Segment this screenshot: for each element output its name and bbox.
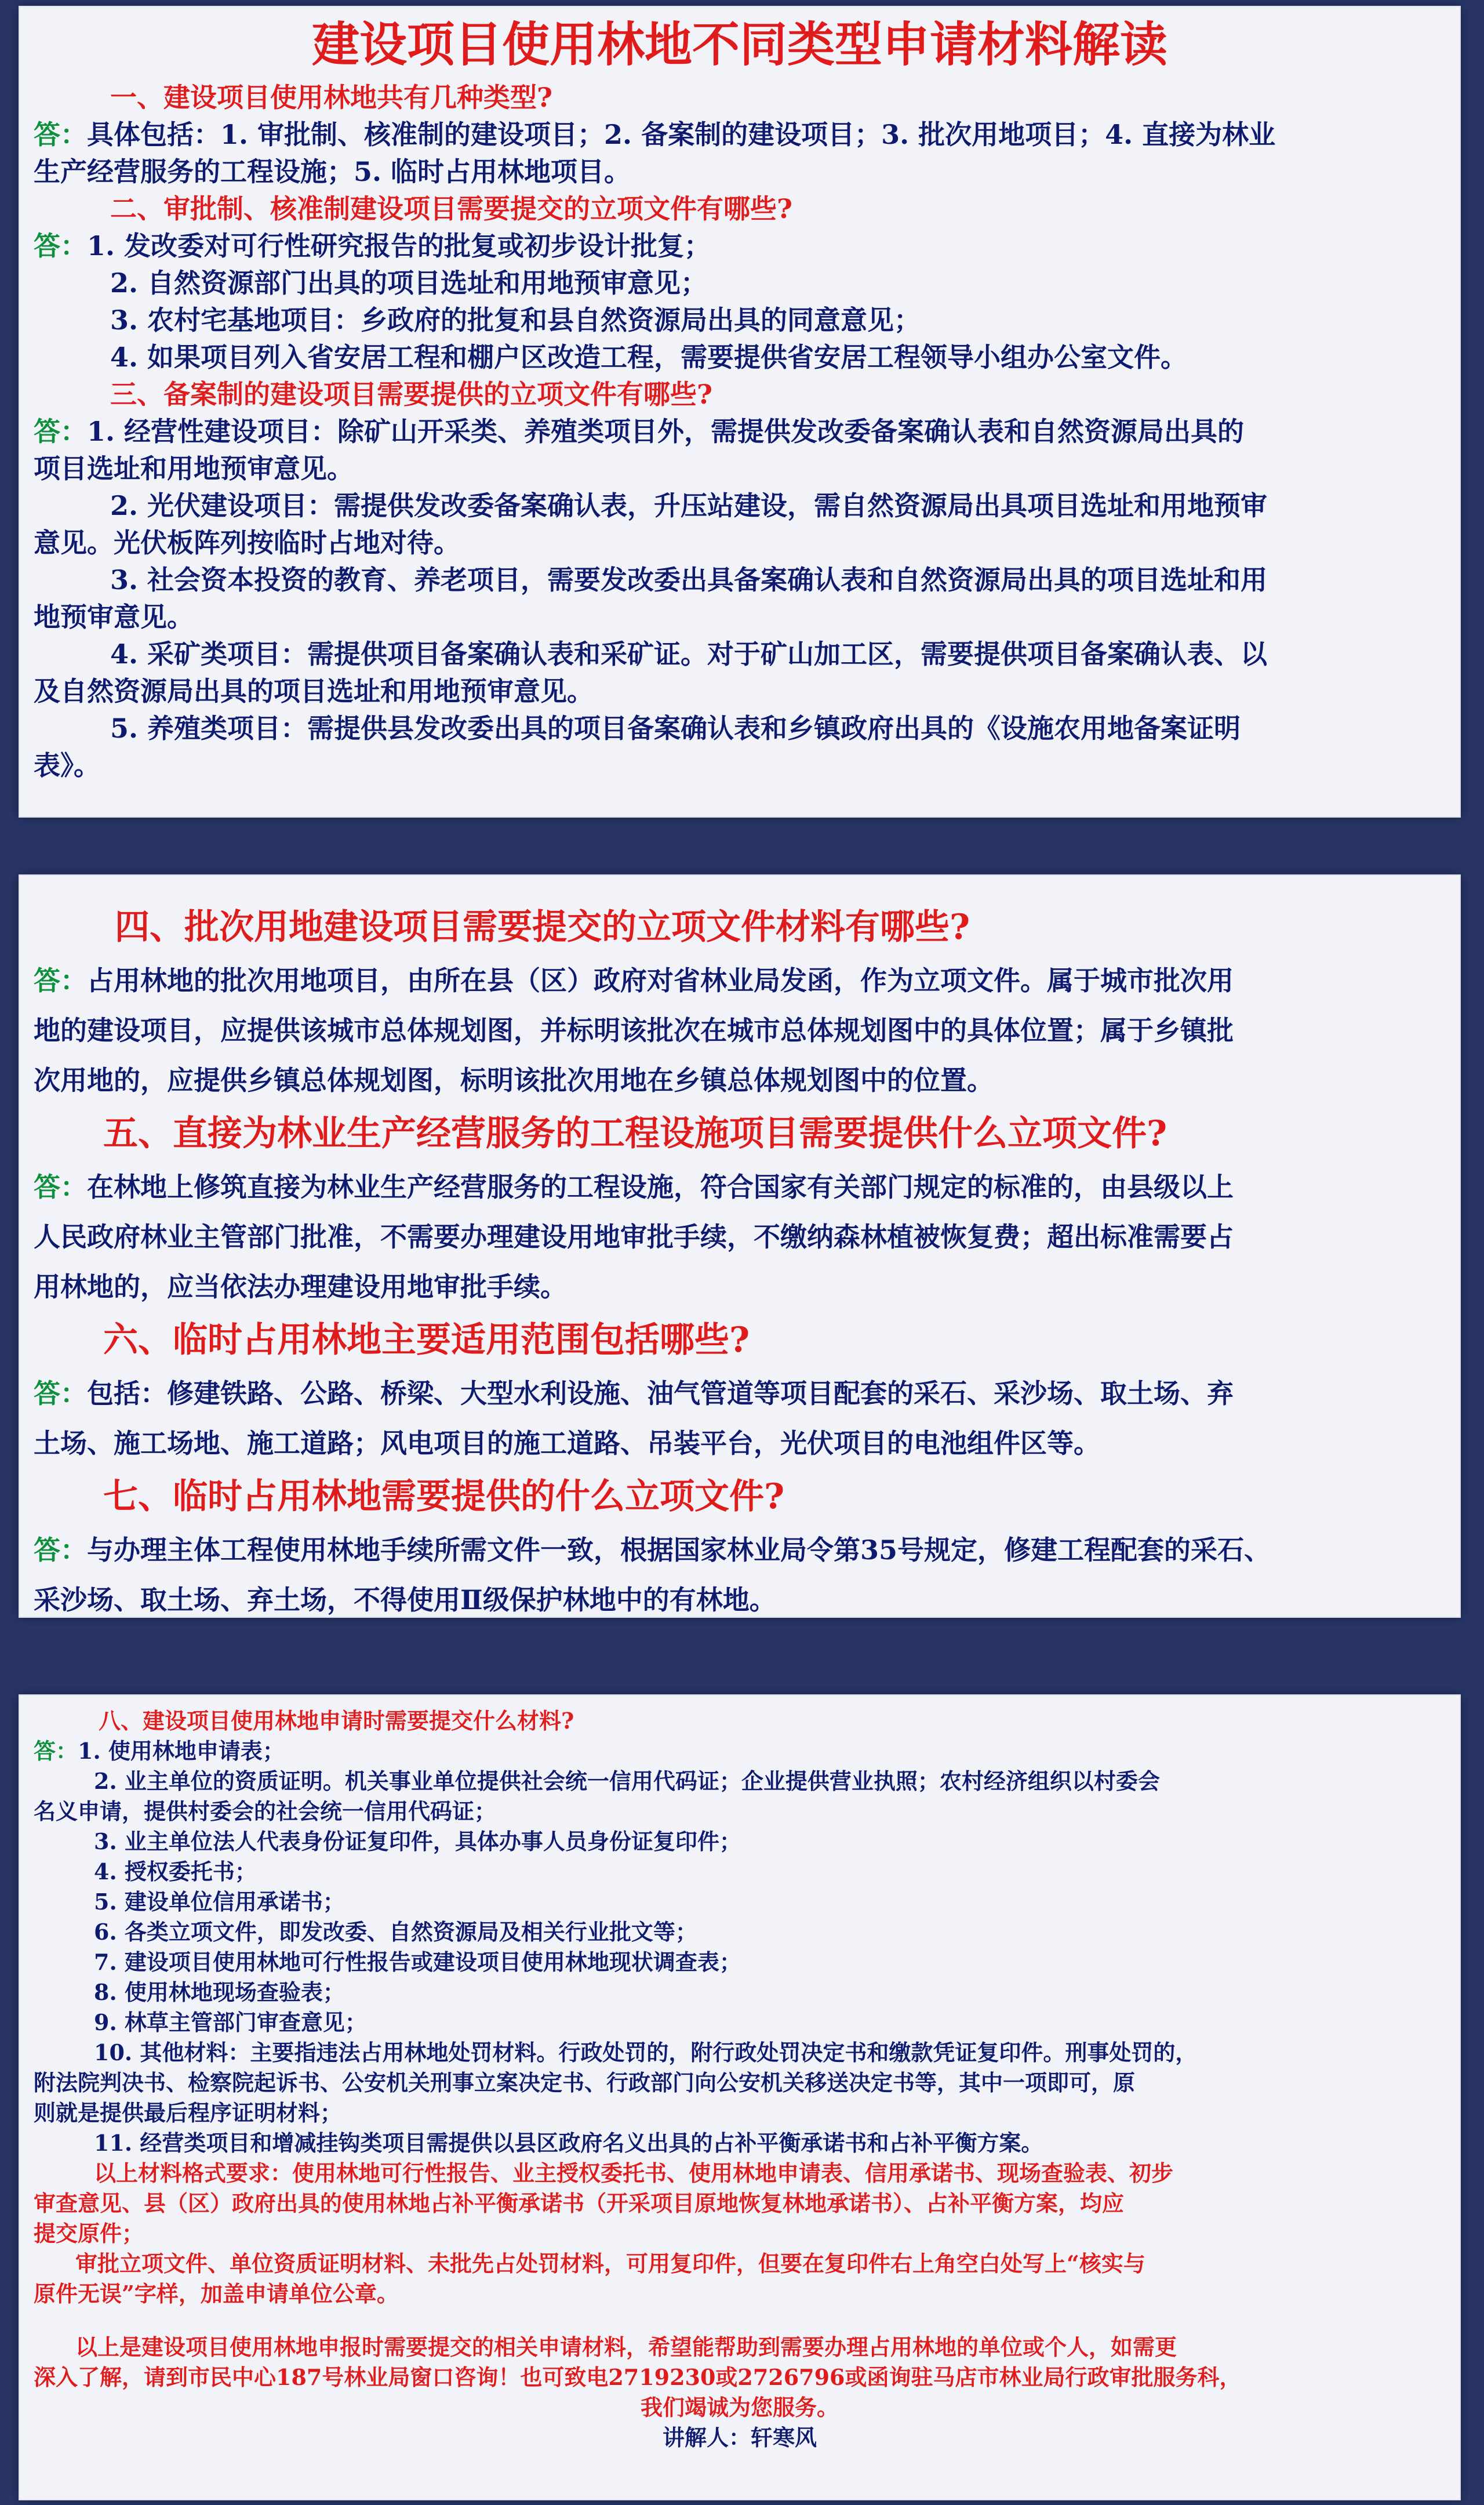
answer-8-item-7: 7. 建设项目使用林地可行性报告或建设项目使用林地现状调查表；	[94, 1949, 741, 1975]
format-requirement-line-3: 提交原件；	[34, 2220, 144, 2246]
answer-6-line-1	[34, 1368, 1446, 1418]
answer-3-item-2-line-1: 2. 光伏建设项目：需提供发改委备案确认表，升压站建设，需自然资源局出具项目选址和用地预审	[110, 490, 1268, 521]
answer-4-line-3: 次用地的，应提供乡镇总体规划图，标明该批次用地在乡镇总体规划图中的位置。	[34, 1065, 994, 1096]
answer-label: 答：	[34, 416, 87, 447]
answer-8-item-5: 5. 建设单位信用承诺书；	[94, 1889, 345, 1915]
copy-requirement-line-2: 原件无误”字样，加盖申请单位公章。	[34, 2281, 399, 2307]
answer-label: 答：	[34, 1378, 87, 1409]
answer-3-item-4-line-1: 4. 采矿类项目：需提供项目备案确认表和采矿证。对于矿山加工区，需要提供项目备案确认表、以	[110, 638, 1268, 670]
answer-5-line-1	[34, 1162, 1446, 1212]
answer-2-item-2: 2. 自然资源部门出具的项目选址和用地预审意见；	[110, 267, 708, 299]
answer-text: 1. 使用林地申请表；	[78, 1738, 285, 1764]
answer-8-item-6: 6. 各类立项文件，即发改委、自然资源局及相关行业批文等；	[94, 1919, 697, 1945]
answer-8-item-10-line-2: 附法院判决书、检察院起诉书、公安机关刑事立案决定书、行政部门向公安机关移送决定书等，其中一项即可，原	[34, 2070, 1136, 2096]
answer-8-item-2-line-2: 名义申请，提供村委会的社会统一信用代码证；	[34, 1798, 497, 1824]
answer-label: 答：	[34, 965, 87, 996]
closing-line-3: 我们竭诚为您服务。	[640, 2394, 839, 2420]
answer-text: 占用林地的批次用地项目，由所在县（区）政府对省林业局发函，作为立项文件。属于城市批次用	[87, 965, 1234, 996]
question-1: 一、建设项目使用林地共有几种类型?	[110, 82, 552, 113]
answer-label: 答：	[34, 119, 87, 150]
closing-line-2: 深入了解，请到市民中心187号林业局窗口咨询！也可致电2719230或2726796或函询驻马店市林业局行政审批服务科，	[34, 2364, 1242, 2390]
answer-8-item-3: 3. 业主单位法人代表身份证复印件，具体办事人员身份证复印件；	[94, 1828, 741, 1854]
answer-8-item-10-line-1: 10. 其他材料：主要指违法占用林地处罚材料。行政处罚的，附行政处罚决定书和缴款凭证复印件。刑事处罚的，	[94, 2039, 1198, 2065]
format-requirement-line-1: 以上材料格式要求：使用林地可行性报告、业主授权委托书、使用林地申请表、信用承诺书、现场查验表、初步	[94, 2160, 1174, 2186]
answer-4-line-1	[34, 956, 1446, 1005]
answer-6-line-2: 土场、施工场地、施工道路；风电项目的施工道路、吊装平台，光伏项目的电池组件区等。	[34, 1428, 1100, 1459]
answer-2-item-1	[34, 227, 1446, 264]
answer-3-item-3-line-2: 地预审意见。	[34, 601, 194, 633]
answer-3-item-5-line-1: 5. 养殖类项目：需提供县发改委出具的项目备案确认表和乡镇政府出具的《设施农用地备案证明	[110, 713, 1241, 744]
closing-line-1: 以上是建设项目使用林地申报时需要提交的相关申请材料，希望能帮助到需要办理占用林地的单位或个人，如需更	[75, 2334, 1177, 2360]
answer-5-line-3: 用林地的，应当依法办理建设用地审批手续。	[34, 1271, 567, 1302]
answer-3-item-1-line-1	[34, 413, 1446, 450]
speaker-credit: 讲解人：轩寒风	[662, 2424, 817, 2450]
page-title: 建设项目使用林地不同类型申请材料解读	[311, 17, 1167, 72]
answer-3-item-2-line-2: 意见。光伏板阵列按临时占地对待。	[34, 527, 460, 558]
answer-2-item-4: 4. 如果项目列入省安居工程和棚户区改造工程，需要提供省安居工程领导小组办公室文件。	[110, 342, 1188, 373]
answer-3-item-1-line-2: 项目选址和用地预审意见。	[34, 453, 354, 484]
answer-text: 在林地上修筑直接为林业生产经营服务的工程设施，符合国家有关部门规定的标准的，由县级以上	[87, 1171, 1234, 1203]
section-panel-3	[19, 1694, 1461, 2500]
copy-requirement-line-1: 审批立项文件、单位资质证明材料、未批先占处罚材料，可用复印件，但要在复印件右上角空白处写上“核实与	[75, 2250, 1145, 2277]
answer-text: 包括：修建铁路、公路、桥梁、大型水利设施、油气管道等项目配套的采石、采沙场、取土场、弃	[87, 1378, 1234, 1409]
question-2: 二、审批制、核准制建设项目需要提交的立项文件有哪些?	[110, 193, 792, 224]
spacer	[34, 2309, 1446, 2332]
question-5: 五、直接为林业生产经营服务的工程设施项目需要提供什么立项文件?	[103, 1113, 1167, 1154]
answer-8-item-9: 9. 林草主管部门审查意见；	[94, 2009, 367, 2035]
answer-8-item-8: 8. 使用林地现场查验表；	[94, 1979, 345, 2005]
answer-4-line-2: 地的建设项目，应提供该城市总体规划图，并标明该批次在城市总体规划图中的具体位置；属于乡镇批	[34, 1015, 1234, 1046]
answer-7-line-2: 采沙场、取土场、弃土场，不得使用Ⅱ级保护林地中的有林地。	[34, 1584, 776, 1615]
answer-7-line-1	[34, 1525, 1446, 1575]
answer-8-item-4: 4. 授权委托书；	[94, 1858, 257, 1885]
answer-3-item-3-line-1: 3. 社会资本投资的教育、养老项目，需要发改委出具备案确认表和自然资源局出具的项目选址和用	[110, 564, 1268, 596]
answer-8-item-1	[34, 1736, 1446, 1766]
section-panel-1	[19, 6, 1461, 818]
question-7: 七、临时占用林地需要提供的什么立项文件?	[103, 1476, 785, 1517]
answer-text: 与办理主体工程使用林地手续所需文件一致，根据国家林业局令第35号规定，修建工程配套的采石、	[87, 1534, 1271, 1566]
question-3: 三、备案制的建设项目需要提供的立项文件有哪些?	[110, 379, 712, 410]
answer-8-item-11: 11. 经营类项目和增减挂钩类项目需提供以县区政府名义出具的占补平衡承诺书和占补平衡方案。	[94, 2130, 1043, 2156]
answer-text: 具体包括：1. 审批制、核准制的建设项目；2. 备案制的建设项目；3. 批次用地项目；4. 直接为林业	[87, 119, 1276, 150]
answer-8-item-10-line-3: 则就是提供最后程序证明材料；	[34, 2100, 343, 2126]
answer-2-item-3: 3. 农村宅基地项目：乡政府的批复和县自然资源局出具的同意意见；	[110, 304, 921, 336]
question-6: 六、临时占用林地主要适用范围包括哪些?	[103, 1320, 750, 1360]
answer-1-line-2: 生产经营服务的工程设施；5. 临时占用林地项目。	[34, 156, 631, 187]
answer-5-line-2: 人民政府林业主管部门批准，不需要办理建设用地审批手续，不缴纳森林植被恢复费；超出标准需要占	[34, 1221, 1234, 1252]
question-4: 四、批次用地建设项目需要提交的立项文件材料有哪些?	[115, 907, 970, 947]
answer-label: 答：	[34, 230, 87, 262]
answer-text: 1. 经营性建设项目：除矿山开采类、养殖类项目外，需提供发改委备案确认表和自然资源局出具的	[87, 416, 1245, 447]
answer-8-item-2-line-1: 2. 业主单位的资质证明。机关事业单位提供社会统一信用代码证；企业提供营业执照；农村经济组织以村委会	[94, 1768, 1160, 1794]
answer-label: 答：	[34, 1738, 78, 1764]
section-panel-2	[19, 874, 1461, 1618]
answer-1-line-1	[34, 116, 1446, 153]
format-requirement-line-2: 审查意见、县（区）政府出具的使用林地占补平衡承诺书（开采项目原地恢复林地承诺书）、占补平衡方案，均应	[34, 2190, 1125, 2216]
answer-3-item-4-line-2: 及自然资源局出具的项目选址和用地预审意见。	[34, 676, 594, 707]
answer-label: 答：	[34, 1534, 87, 1566]
answer-3-item-5-line-2: 表》。	[34, 750, 100, 781]
question-8: 八、建设项目使用林地申请时需要提交什么材料?	[99, 1708, 574, 1734]
answer-label: 答：	[34, 1171, 87, 1203]
answer-text: 1. 发改委对可行性研究报告的批复或初步设计批复；	[87, 230, 711, 262]
